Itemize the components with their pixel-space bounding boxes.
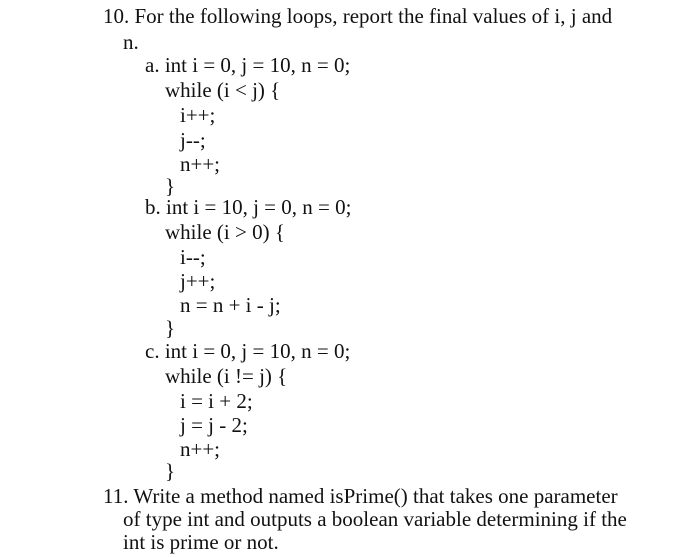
part-c-body-line: j = j - 2;	[180, 413, 248, 437]
q10-text-line-2: n.	[123, 30, 139, 54]
q11-text-line-3: int is prime or not.	[123, 530, 279, 554]
part-b-body-line: n = n + i - j;	[180, 293, 281, 317]
part-a-body-line: n++;	[180, 152, 221, 176]
part-c-body-line: i = i + 2;	[180, 389, 253, 413]
q11-text-line-1: 11. Write a method named isPrime() that takes one parameter	[103, 484, 618, 508]
part-b-body-line: i--;	[180, 245, 206, 269]
part-a-close-brace: }	[165, 174, 176, 198]
part-c-while: while (i != j) {	[165, 364, 288, 388]
part-c-header: c. int i = 0, j = 10, n = 0;	[145, 339, 351, 363]
part-b-while: while (i > 0) {	[165, 220, 285, 244]
part-c-close-brace: }	[165, 459, 176, 483]
part-a-header: a. int i = 0, j = 10, n = 0;	[145, 53, 351, 77]
part-a-body-line: j--;	[180, 128, 206, 152]
part-a-while: while (i < j) {	[165, 78, 281, 102]
part-b-body-line: j++;	[180, 269, 216, 293]
q10-text-line-1: 10. For the following loops, report the final values of i, j and	[103, 4, 613, 28]
part-b-header: b. int i = 10, j = 0, n = 0;	[145, 195, 352, 219]
part-c-body-line: n++;	[180, 437, 221, 461]
q11-text-line-2: of type int and outputs a boolean variable determining if the	[123, 507, 627, 531]
part-a-body-line: i++;	[180, 103, 216, 127]
part-b-close-brace: }	[165, 316, 176, 340]
